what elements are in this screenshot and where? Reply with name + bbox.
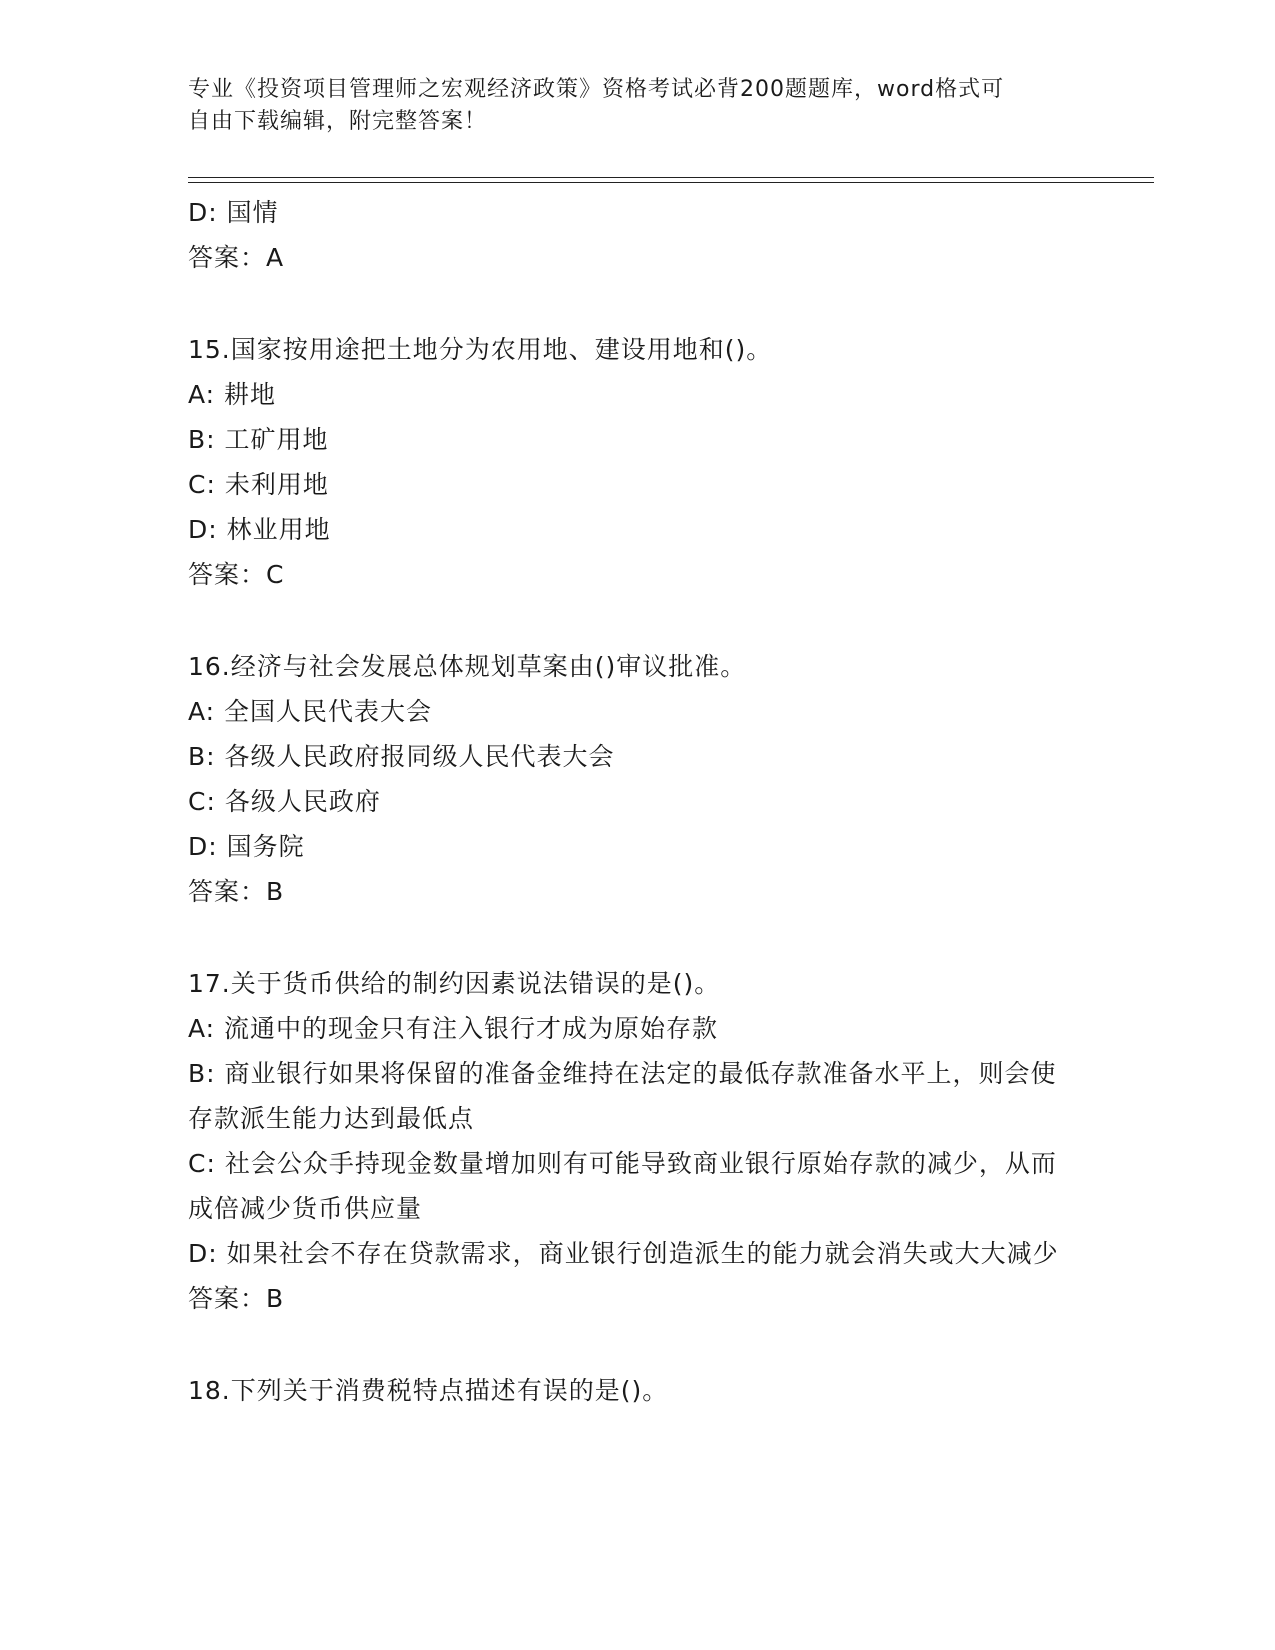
question-15-option-d: D: 林业用地 xyxy=(188,515,331,544)
question-16-stem: 16.经济与社会发展总体规划草案由()审议批准。 xyxy=(188,652,747,681)
question-15-option-a: A: 耕地 xyxy=(188,380,277,409)
header-divider-top xyxy=(188,177,1154,178)
question-15-option-c: C: 未利用地 xyxy=(188,470,329,499)
prev-option-d: D: 国情 xyxy=(188,198,279,227)
header-line-1: 专业《投资项目管理师之宏观经济政策》资格考试必背200题题库，word格式可 xyxy=(188,77,1005,102)
question-17-option-d: D: 如果社会不存在贷款需求，商业银行创造派生的能力就会消失或大大减少 xyxy=(188,1239,1059,1268)
question-17-answer: 答案：B xyxy=(188,1284,285,1313)
question-17-stem: 17.关于货币供给的制约因素说法错误的是()。 xyxy=(188,969,721,998)
question-15-stem: 15.国家按用途把土地分为农用地、建设用地和()。 xyxy=(188,335,773,364)
question-list xyxy=(188,190,1088,1413)
question-17-option-c: C: 社会公众手持现金数量增加则有可能导致商业银行原始存款的减少，从而成倍减少货币供应量 xyxy=(188,1149,1057,1223)
header-line-2: 自由下载编辑，附完整答案！ xyxy=(188,109,488,134)
question-16-answer: 答案：B xyxy=(188,877,285,906)
question-16-option-d: D: 国务院 xyxy=(188,832,305,861)
question-17-option-b: B: 商业银行如果将保留的准备金维持在法定的最低存款准备水平上，则会使存款派生能力达到最低点 xyxy=(188,1059,1057,1133)
document-header xyxy=(188,74,1088,138)
question-15-answer: 答案：C xyxy=(188,560,285,589)
header-divider-bottom xyxy=(188,182,1154,183)
question-15-option-b: B: 工矿用地 xyxy=(188,425,329,454)
prev-answer: 答案：A xyxy=(188,243,285,272)
question-18-stem: 18.下列关于消费税特点描述有误的是()。 xyxy=(188,1376,669,1405)
question-16-option-b: B: 各级人民政府报同级人民代表大会 xyxy=(188,742,615,771)
question-16-option-c: C: 各级人民政府 xyxy=(188,787,381,816)
question-16-option-a: A: 全国人民代表大会 xyxy=(188,697,433,726)
question-17-option-a: A: 流通中的现金只有注入银行才成为原始存款 xyxy=(188,1014,719,1043)
